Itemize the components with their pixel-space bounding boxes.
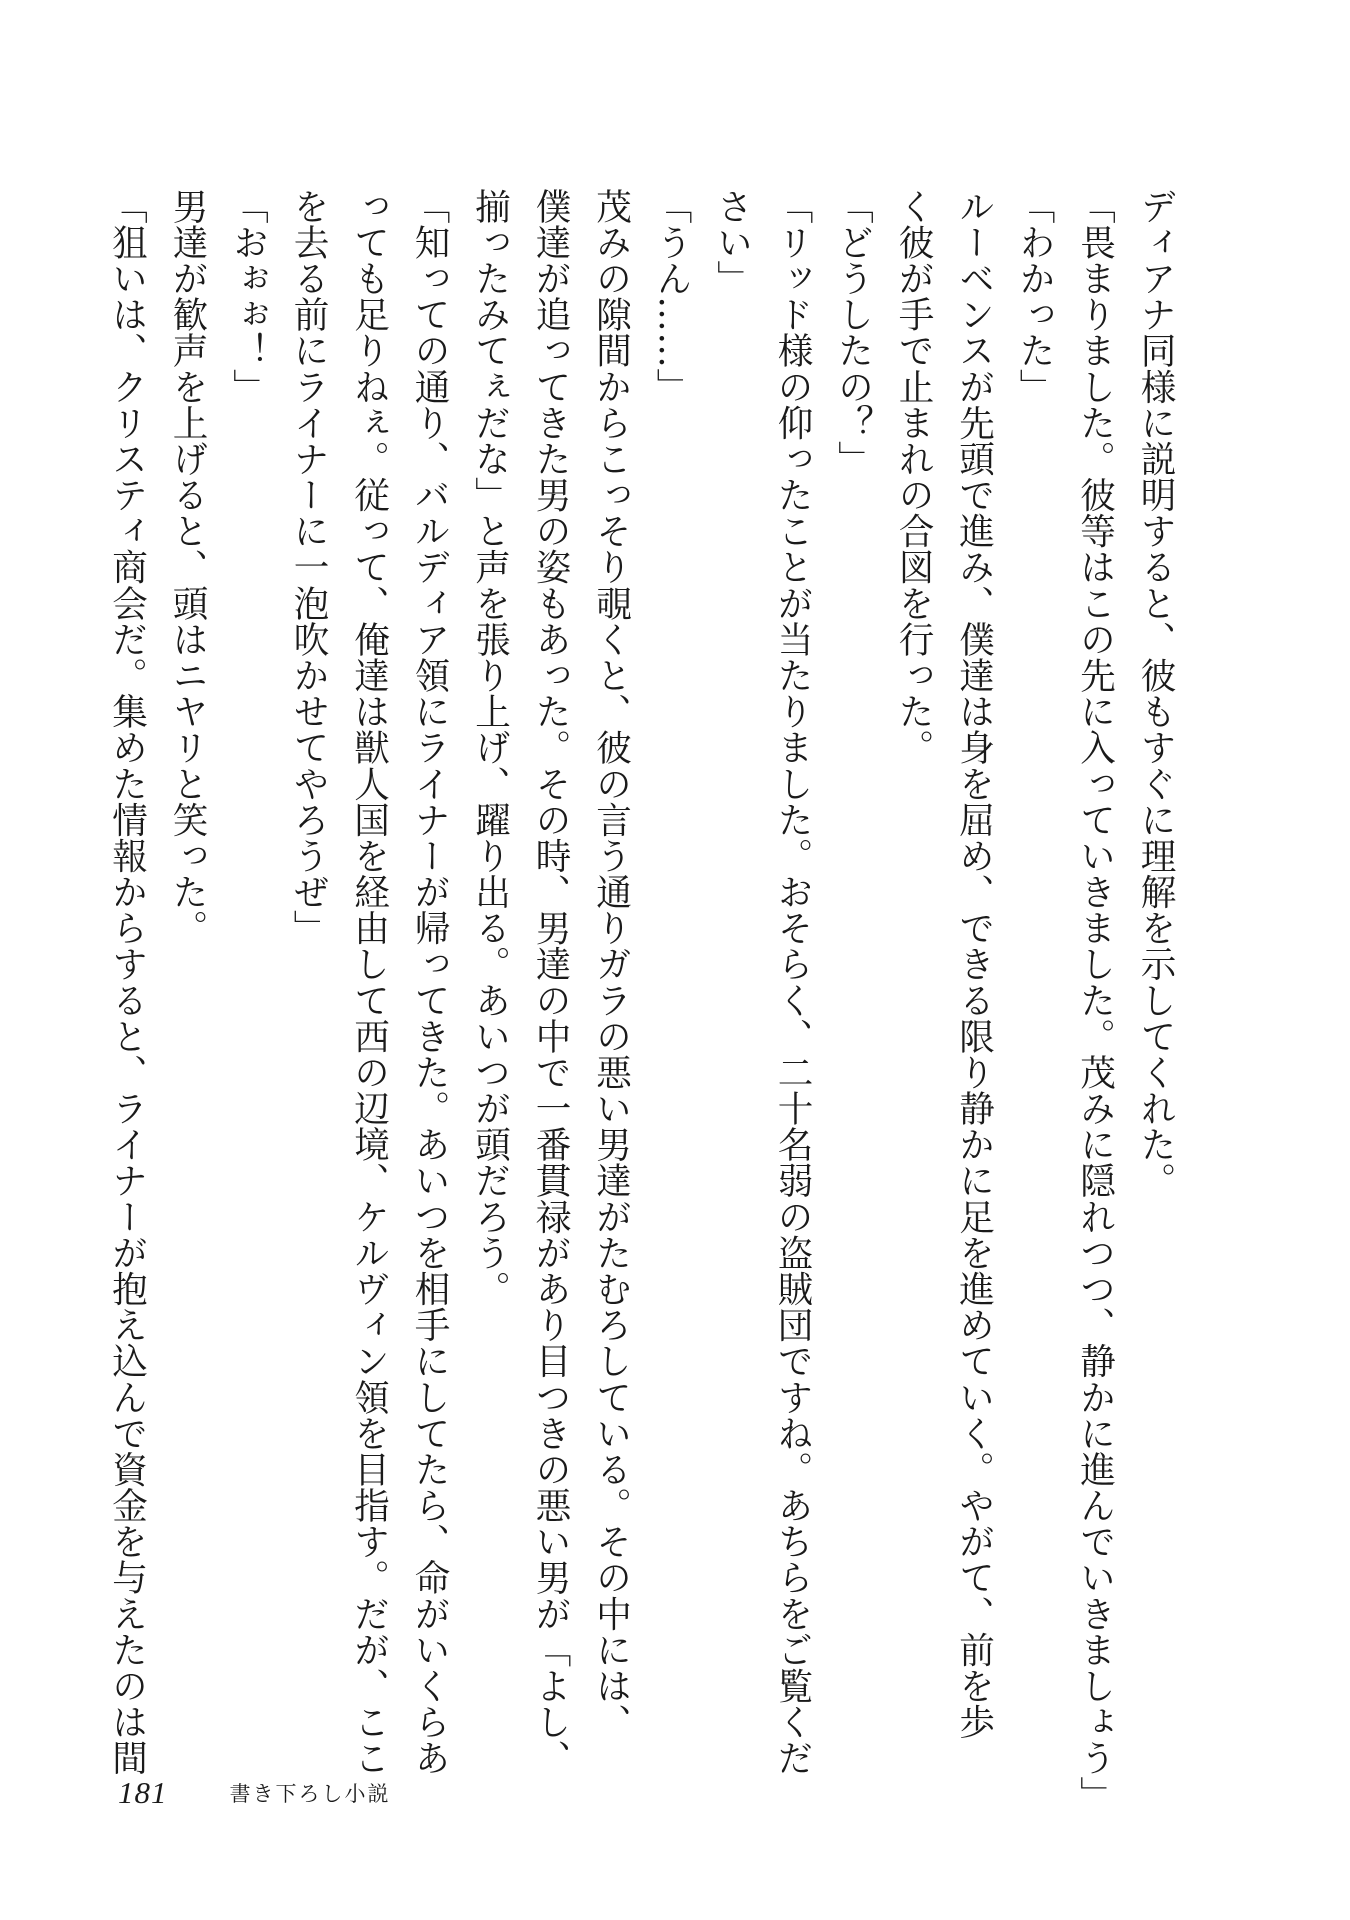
running-title: 書き下ろし小説 bbox=[229, 1782, 391, 1806]
text-line: 「畏まりました。彼等はこの先に入っていきました。茂みに隠れつつ、静かに進んでいきましょう」 bbox=[1074, 188, 1116, 1813]
text-line: 「わかった」 bbox=[1014, 188, 1055, 405]
text-line: 揃ったみてぇだな」と声を張り上げ、躍り出る。あいつが頭だろう。 bbox=[469, 188, 511, 1307]
text-line: 「リッド様の仰ったことが当たりました。おそらく、二十名弱の盗賊団ですね。あちらをご覧くだ bbox=[772, 188, 813, 1776]
text-line: 「どうしたの？」 bbox=[832, 188, 874, 477]
text-line: 茂みの隙間からこっそり覗くと、彼の言う通りガラの悪い男達がたむろしている。その中には、 bbox=[590, 188, 632, 1740]
page-number: 181 bbox=[118, 1775, 168, 1810]
text-line: 「うん……」 bbox=[651, 188, 692, 405]
text-line: を去る前にライナーに一泡吹かせてやろうぜ」 bbox=[288, 188, 329, 946]
page-footer bbox=[118, 1773, 391, 1813]
text-line: く彼が手で止まれの合図を行った。 bbox=[893, 188, 934, 766]
text-line: ルーベンスが先頭で進み、僕達は身を屈め、できる限り静かに足を進めていく。やがて、前を歩 bbox=[953, 188, 995, 1740]
text-line: 「おぉぉ！」 bbox=[227, 188, 269, 405]
text-line: 男達が歓声を上げると、頭はニヤリと笑った。 bbox=[167, 188, 208, 946]
text-line: っても足りねぇ。従って、俺達は獣人国を経由して西の辺境、ケルヴィン領を目指す。だが、ここ bbox=[348, 188, 390, 1776]
text-line: 「狙いは、クリスティ商会だ。集めた情報からすると、ライナーが抱え込んで資金を与えたのは間 bbox=[106, 188, 148, 1776]
text-line: 僕達が追ってきた男の姿もあった。その時、男達の中で一番貫禄があり目つきの悪い男が「よし、 bbox=[530, 188, 571, 1776]
text-line: 「知っての通り、バルディア領にライナーが帰ってきた。あいつを相手にしてたら、命がいくらあ bbox=[409, 188, 450, 1776]
text-line: ディアナ同様に説明すると、彼もすぐに理解を示してくれた。 bbox=[1135, 188, 1176, 1199]
text-line: さい」 bbox=[711, 188, 753, 297]
